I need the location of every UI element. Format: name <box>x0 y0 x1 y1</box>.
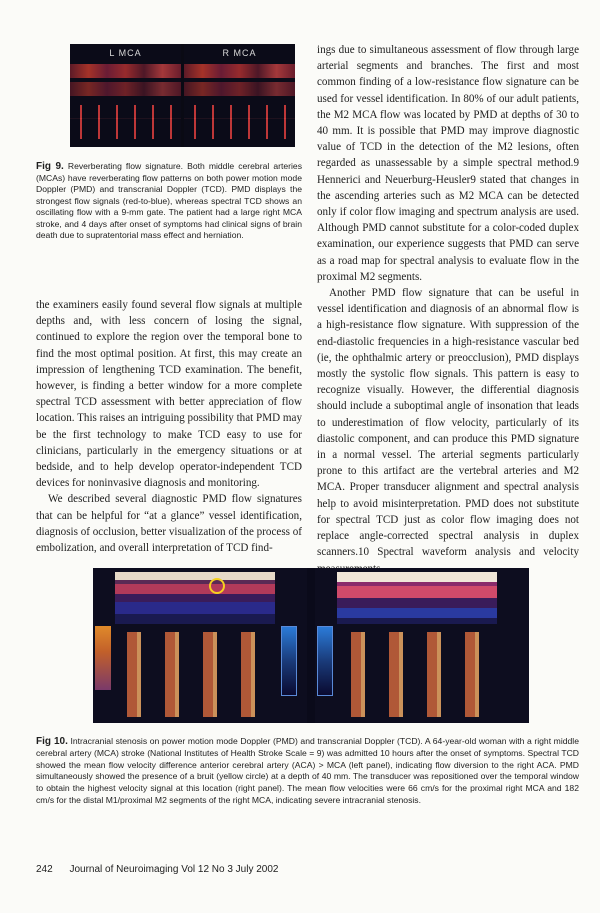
velocity-scale <box>317 626 333 696</box>
right-column <box>317 42 579 577</box>
figure-10-caption-text: Intracranial stenosis on power motion mode Doppler (PMD) and transcranial Doppler (TCD). A 64-year-old woman with a right middle cerebral artery (MCA) stroke (National Institutes of Health Stroke Scale = 9) was admitted 10 hours after the onset of symptoms. Spectral TCD showed the mean flow velocity difference anterior cerebral artery (ACA) > MCA (left panel), indicating flow diversion to the right ACA. PMD simultaneously showed the presence of a bruit (yellow circle) at a depth of 40 mm. The transducer was repositioned over the temporal window to obtain the highest velocity signal at this location (right panel). The mean flow velocities were 66 cm/s for the proximal right MCA and 182 cm/s for the distal M1/proximal M2 segments of the right MCA, indicating severe intracranial stenosis. <box>36 736 579 805</box>
pmd-band <box>70 64 181 78</box>
pmd-band <box>70 82 181 96</box>
figure-10-caption-label: Fig 10. <box>36 736 68 747</box>
spectral-waveform <box>115 632 275 717</box>
depth-markers <box>95 626 111 690</box>
figure-9-caption-label: Fig 9. <box>36 161 64 172</box>
pmd-display <box>337 572 497 624</box>
figure-9-right-label: R MCA <box>222 48 257 58</box>
figure-9-right-panel <box>184 44 295 147</box>
left-paragraph-2: We described several diagnostic PMD flow signatures that can be helpful for “at a glance” vessel identification, diagnosis of occlusion, better visualization of the process of embolization, and overall interpretation of TCD find- <box>36 493 302 555</box>
spectral-waveform <box>70 105 181 139</box>
pmd-band <box>184 82 295 96</box>
figure-10-caption <box>36 736 579 807</box>
figure-9-left-label: L MCA <box>109 48 142 58</box>
page-footer <box>36 864 279 875</box>
figure-10-left-panel <box>93 568 307 723</box>
page-number: 242 <box>36 864 53 875</box>
right-paragraph-2: Another PMD flow signature that can be useful in vessel identification and diagnosis of an abnormal flow is a high-resistance flow signature. With suppression of the end-diastolic frequencies in a high-resistance vascular bed (ie, the ophthalmic artery or preocclusion), PMD displays mostly the systolic flow signals. This pattern is easy to recognize visually. However, the differential diagnosis should include a suboptimal angle of insonation that leads to underestimation of flow velocity, particularly of its diastolic component, and can produce this PMD signature in a normal vessel. The arterial segments particularly prone to this artifact are the vertebral arteries and M2 MCA. Proper transducer alignment and spectral analysis help to avoid misinterpretation. PMD does not substitute for spectral TCD just as color flow imaging does not replace angle-corrected spectral analysis in duplex scanners.10 Spectral waveform analysis and velocity <box>317 287 579 559</box>
left-column <box>36 297 302 556</box>
figure-9-caption-text: Reverberating flow signature. Both middle cerebral arteries (MCAs) have reverberating flow patterns on both power motion mode Doppler (PMD) and transcranial Doppler (TCD). PMD displays the strongest flow signals (red-to-blue), whereas spectral TCD shows an oscillating flow with a 9-mm gate. The patient had a large right MCA stroke, and 4 days after onset of symptoms had clinical signs of brain death due to supratentorial mass effect and herniation. <box>36 161 302 240</box>
figure-9-left-panel <box>70 44 181 147</box>
figure-9-caption <box>36 161 302 242</box>
pmd-display <box>115 572 275 624</box>
figure-9-image <box>70 44 295 147</box>
bruit-yellow-circle <box>209 578 225 594</box>
figure-10-right-panel <box>315 568 529 723</box>
spectral-waveform <box>184 105 295 139</box>
right-paragraph-1: ings due to simultaneous assessment of flow through large arterial segments and branches. The first and most common finding of a low-resistance flow signature can be used for vessel identification. In 80% of our adult patients, the M2 MCA flow was located by PMD at depths of 30 to 40 mm. It is possible that PMD may improve diagnostic value of TCD in the detection of the M2 lesions, often regarded as unassessable by a simple spectral method.9 Hennerici and Neuerburg-Heusler9 stated that changes in the ascending arteries such as M2 MCA can be detected only if color flow imaging and spectrum analysis are used. Although PMD cannot substitute for a color-coded duplex examination, our experience suggests that PMD can serve as a road map for spectral analysis to evaluate flow in the proximal M2 segments. <box>317 44 579 283</box>
left-paragraph-1: the examiners easily found several flow signals at multiple depths and, with less concern of losing the signal, continued to explore the region over the temporal bone to find the most optimal position. At first, this may create an impression of lengthening TCD examination. The benefit, however, is finding a better window for a more complete spectral TCD assessment with better appreciation of flow location. This raises an intriguing possibility that PMD may be the first technology to make TCD easy to use for clinicians, particularly in the emergency situations or at bedside, and to help develop operator-independent TCD devices for noninvasive diagnosis and monitoring. <box>36 299 302 490</box>
figure-10-image <box>93 568 529 723</box>
journal-citation: Journal of Neuroimaging Vol 12 No 3 July 2002 <box>69 864 279 875</box>
spectral-waveform <box>339 632 499 717</box>
velocity-scale <box>281 626 297 696</box>
pmd-band <box>184 64 295 78</box>
